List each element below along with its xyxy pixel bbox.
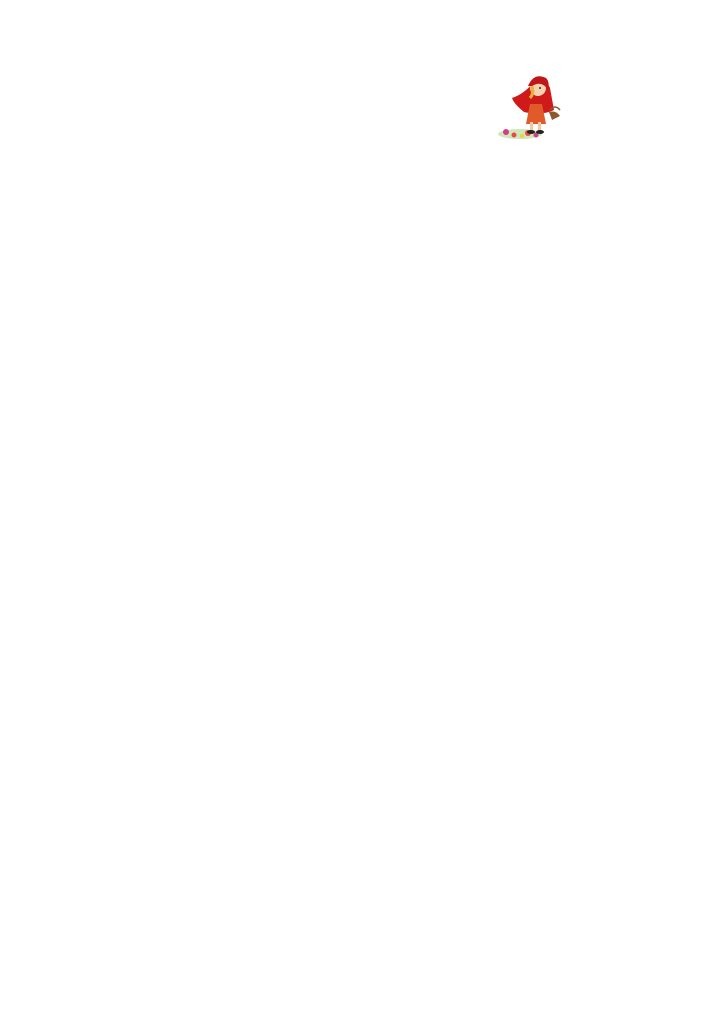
- title-row: [66, 78, 666, 152]
- red-riding-hood-illustration: [494, 64, 578, 142]
- story-page: [66, 78, 666, 152]
